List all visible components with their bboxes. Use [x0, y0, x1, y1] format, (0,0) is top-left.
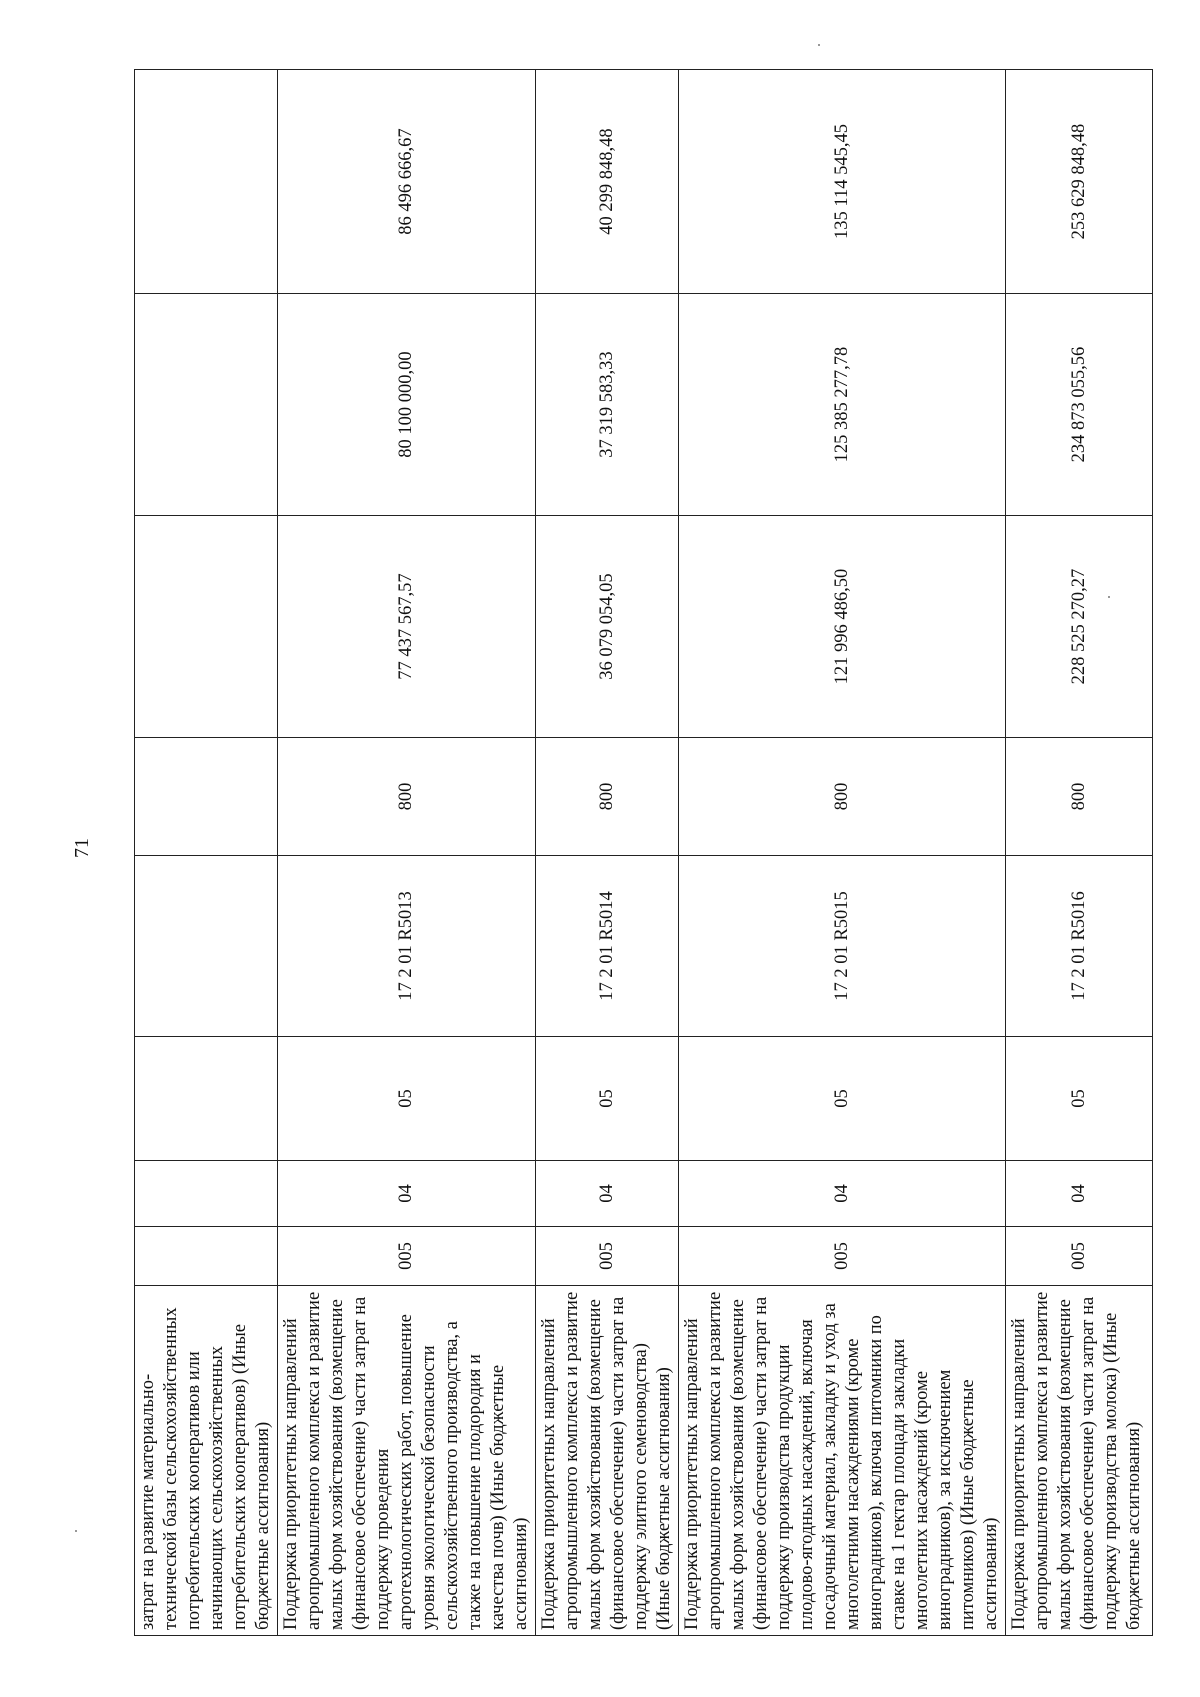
target-article-cell: 17 2 01 R5013	[278, 856, 536, 1037]
subsection-code-cell: 05	[679, 1037, 1006, 1161]
target-article-cell: 17 2 01 R5014	[536, 856, 679, 1037]
ministry-code-cell: 005	[679, 1227, 1006, 1286]
section-code-cell	[135, 1161, 278, 1227]
budget-table	[134, 69, 1153, 1636]
description-cell: затрат на развитие материально-технической базы сельскохозяйственных потребительских кооперативов или начинающих сельскохозяйственных потребительских кооперативов) (Иные бюджетные ассигнования)	[135, 1286, 278, 1636]
amount-2-cell: 125 385 277,78	[679, 294, 1006, 516]
subsection-code-cell: 05	[1006, 1037, 1153, 1161]
description-cell: Поддержка приоритетных направлений агропромышленного комплекса и развитие малых форм хозяйствования (возмещение (финансовое обеспечение) части затрат на поддержку производства молока) (Иные бюджетные ассигнования)	[1006, 1286, 1153, 1636]
amount-2-cell: 37 319 583,33	[536, 294, 679, 516]
expense-type-cell	[135, 738, 278, 856]
section-code-cell: 04	[679, 1161, 1006, 1227]
amount-1-cell: 228 525 270,27	[1006, 516, 1153, 738]
amount-3-cell: 135 114 545,45	[679, 70, 1006, 294]
expense-type-cell: 800	[1006, 738, 1153, 856]
amount-3-cell: 253 629 848,48	[1006, 70, 1153, 294]
description-cell: Поддержка приоритетных направлений агропромышленного комплекса и развитие малых форм хозяйствования (возмещение (финансовое обеспечение) части затрат на поддержку проведения агротехнологических работ, повышение уровня экологической безопасности сельскохозяйственного производства, а также на повышение плодородия и качества почв) (Иные бюджетные ассигнования)	[278, 1286, 536, 1636]
target-article-cell: 17 2 01 R5015	[679, 856, 1006, 1037]
amount-3-cell: 86 496 666,67	[278, 70, 536, 294]
amount-1-cell: 77 437 567,57	[278, 516, 536, 738]
table-row	[679, 70, 1006, 1636]
subsection-code-cell	[135, 1037, 278, 1161]
table-row	[536, 70, 679, 1636]
table-row	[1006, 70, 1153, 1636]
scan-speck	[1108, 596, 1110, 598]
budget-table-rotated	[134, 70, 1144, 1636]
expense-type-cell: 800	[679, 738, 1006, 856]
expense-type-cell: 800	[536, 738, 679, 856]
section-code-cell: 04	[278, 1161, 536, 1227]
amount-3-cell	[135, 70, 278, 294]
subsection-code-cell: 05	[536, 1037, 679, 1161]
amount-2-cell	[135, 294, 278, 516]
description-cell: Поддержка приоритетных направлений агропромышленного комплекса и развитие малых форм хозяйствования (возмещение (финансовое обеспечение) части затрат на поддержку элитного семеноводства) (Иные бюджетные ассигнования)	[536, 1286, 679, 1636]
subsection-code-cell: 05	[278, 1037, 536, 1161]
amount-2-cell: 80 100 000,00	[278, 294, 536, 516]
table-row	[135, 70, 278, 1636]
section-code-cell: 04	[536, 1161, 679, 1227]
ministry-code-cell: 005	[536, 1227, 679, 1286]
amount-3-cell: 40 299 848,48	[536, 70, 679, 294]
section-code-cell: 04	[1006, 1161, 1153, 1227]
expense-type-cell: 800	[278, 738, 536, 856]
page-number: 71	[71, 838, 93, 858]
scan-speck	[818, 44, 820, 46]
amount-2-cell: 234 873 055,56	[1006, 294, 1153, 516]
description-cell: Поддержка приоритетных направлений агропромышленного комплекса и развитие малых форм хозяйствования (возмещение (финансовое обеспечение) части затрат на поддержку производства продукции плодово-ягодных насаждений, включая посадочный материал, закладку и уход за многолетними насаждениями (кроме виноградников), включая питомники по ставке на 1 гектар площади закладки многолетних насаждений (кроме виноградников), за исключением питомников) (Иные бюджетные ассигнования)	[679, 1286, 1006, 1636]
target-article-cell: 17 2 01 R5016	[1006, 856, 1153, 1037]
ministry-code-cell: 005	[1006, 1227, 1153, 1286]
ministry-code-cell: 005	[278, 1227, 536, 1286]
scan-speck	[75, 1530, 77, 1532]
amount-1-cell	[135, 516, 278, 738]
target-article-cell	[135, 856, 278, 1037]
amount-1-cell: 121 996 486,50	[679, 516, 1006, 738]
table-row	[278, 70, 536, 1636]
amount-1-cell: 36 079 054,05	[536, 516, 679, 738]
ministry-code-cell	[135, 1227, 278, 1286]
